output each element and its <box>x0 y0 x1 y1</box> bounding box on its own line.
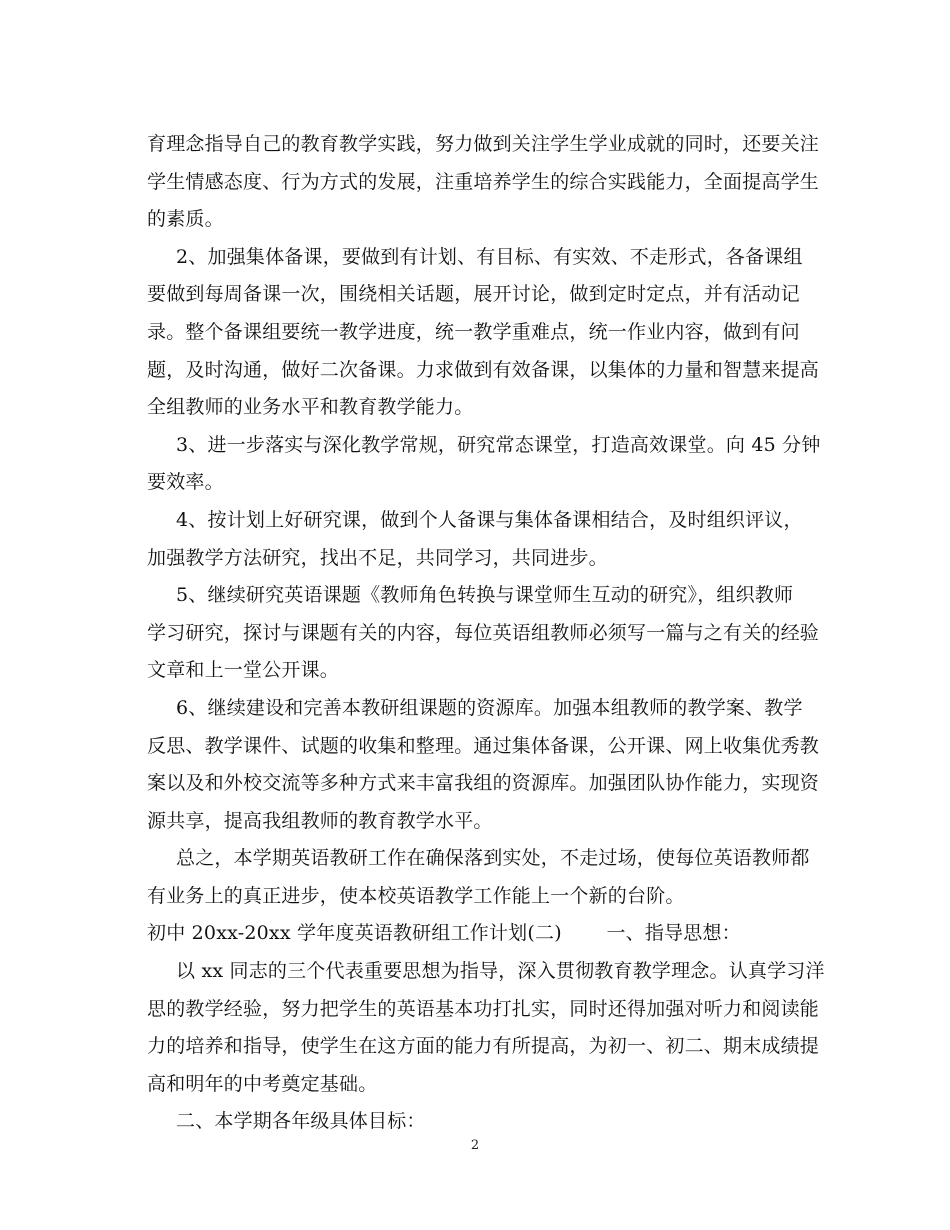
page-number: 2 <box>470 1138 480 1153</box>
section-heading: 二、本学期各年级具体目标： <box>176 1110 426 1133</box>
text-line: 育理念指导自己的教育教学实践，努力做到关注学生学业成就的同时，还要关注 <box>147 133 820 155</box>
text-line: 录。整个备课组要统一教学进度，统一教学重难点，统一作业内容，做到有问 <box>147 320 800 343</box>
text-line: 有业务上的真正进步，使本校英语教学工作能上一个新的台阶。 <box>147 884 685 907</box>
section-heading: 初中 20xx-20xx 学年度英语教研组工作计划(二) 一、指导思想： <box>147 922 741 945</box>
text-line: 加强教学方法研究，找出不足，共同学习，共同进步。 <box>147 546 608 569</box>
text-line: 5、继续研究英语课题《教师角色转换与课堂师生互动的研究》，组织教师 <box>176 584 794 607</box>
text-line: 全组教师的业务水平和教育教学能力。 <box>147 396 474 419</box>
text-line: 3、进一步落实与深化教学常规，研究常态课堂，打造高效课堂。向 45 分钟 <box>176 433 821 456</box>
text-line: 要做到每周备课一次，围绕相关话题，展开讨论，做到定时定点，并有活动记 <box>147 283 800 306</box>
text-line: 以 xx 同志的三个代表重要思想为指导，深入贯彻教育教学理念。认真学习洋 <box>176 960 825 983</box>
text-line: 文章和上一堂公开课。 <box>147 659 340 682</box>
text-line: 要效率。 <box>147 471 224 494</box>
text-line: 4、按计划上好研究课，做到个人备课与集体备课相结合，及时组织评议， <box>176 508 803 531</box>
text-line: 的素质。 <box>147 208 224 231</box>
document-body <box>147 126 825 1141</box>
text-line: 总之，本学期英语教研工作在确保落到实处，不走过场，使每位英语教师都 <box>176 847 810 870</box>
text-line: 高和明年的中考奠定基础。 <box>147 1072 378 1095</box>
text-line: 题，及时沟通，做好二次备课。力求做到有效备课，以集体的力量和智慧来提高 <box>147 358 820 381</box>
text-line: 源共享，提高我组教师的教育教学水平。 <box>147 809 493 832</box>
text-line: 2、加强集体备课，要做到有计划、有目标、有实效、不走形式，各备课组 <box>176 245 803 268</box>
text-line: 力的培养和指导，使学生在这方面的能力有所提高，为初一、初二、期末成绩提 <box>147 1035 820 1058</box>
text-line: 思的教学经验，努力把学生的英语基本功打扎实，同时还得加强对听力和阅读能 <box>147 997 820 1020</box>
text-line: 学习研究，探讨与课题有关的内容，每位英语组教师必须写一篇与之有关的经验 <box>147 621 820 644</box>
text-line: 6、继续建设和完善本教研组课题的资源库。加强本组教师的教学案、教学 <box>176 696 803 719</box>
text-line: 反思、教学课件、试题的收集和整理。通过集体备课，公开课、网上收集优秀教 <box>147 734 820 757</box>
text-line: 案以及和外校交流等多种方式来丰富我组的资源库。加强团队协作能力，实现资 <box>147 772 820 795</box>
text-line: 学生情感态度、行为方式的发展，注重培养学生的综合实践能力，全面提高学生 <box>147 170 820 193</box>
